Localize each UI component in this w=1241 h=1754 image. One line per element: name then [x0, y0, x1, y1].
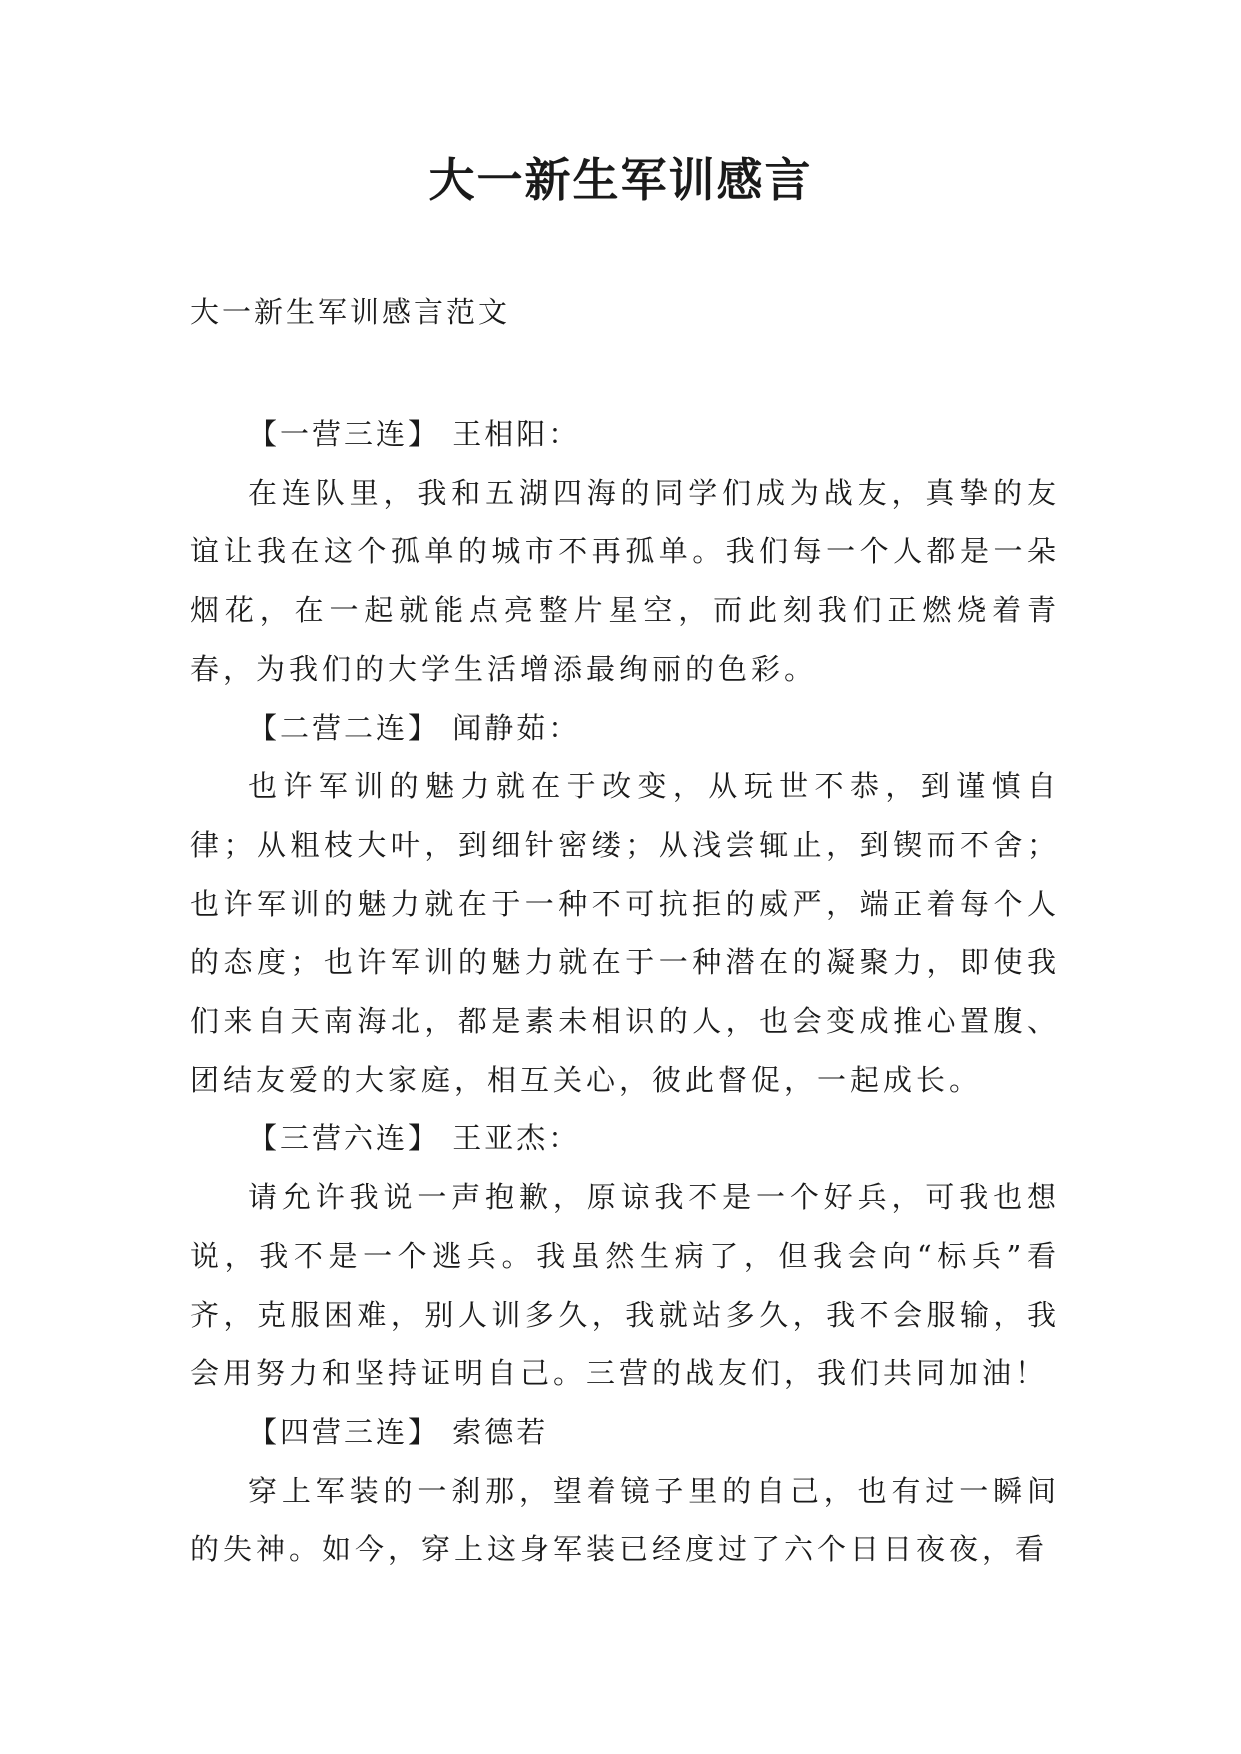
section-paragraph: 在连队里，我和五湖四海的同学们成为战友，真挚的友谊让我在这个孤单的城市不再孤单。我们每一个人都是一朵烟花，在一起就能点亮整片星空，而此刻我们正燃烧着青春，为我们的大学生活增添最绚丽的色彩。 [190, 475, 1060, 686]
section-heading: 【二营二连】 闻静茹： [248, 710, 581, 745]
section-paragraph: 也许军训的魅力就在于改变，从玩世不恭，到谨慎自律；从粗枝大叶，到细针密缕；从浅尝辄止，到锲而不舍；也许军训的魅力就在于一种不可抗拒的威严，端正着每个人的态度；也许军训的魅力就在于一种潜在的凝聚力，即使我们来自天南海北，都是素未相识的人，也会变成推心置腹、团结友爱的大家庭，相互关心，彼此督促，一起成长。 [190, 769, 1060, 1097]
section-paragraph: 请允许我说一声抱歉，原谅我不是一个好兵，可我也想说，我不是一个逃兵。我虽然生病了，但我会向“标兵”看齐，克服困难，别人训多久，我就站多久，我不会服输，我会用努力和坚持证明自己。三营的战友们，我们共同加油！ [190, 1180, 1060, 1391]
section-heading: 【三营六连】 王亚杰： [248, 1121, 581, 1156]
document-title: 大一新生军训感言 [428, 153, 813, 207]
document-subtitle: 大一新生军训感言范文 [190, 295, 511, 329]
document-body [190, 405, 1060, 1579]
section-heading: 【一营三连】 王相阳： [248, 417, 581, 451]
section-heading: 【四营三连】 索德若 [248, 1414, 549, 1449]
section-paragraph: 穿上军装的一刹那，望着镜子里的自己，也有过一瞬间的失神。如今，穿上这身军装已经度过了六个日日夜夜，看 [190, 1473, 1060, 1567]
